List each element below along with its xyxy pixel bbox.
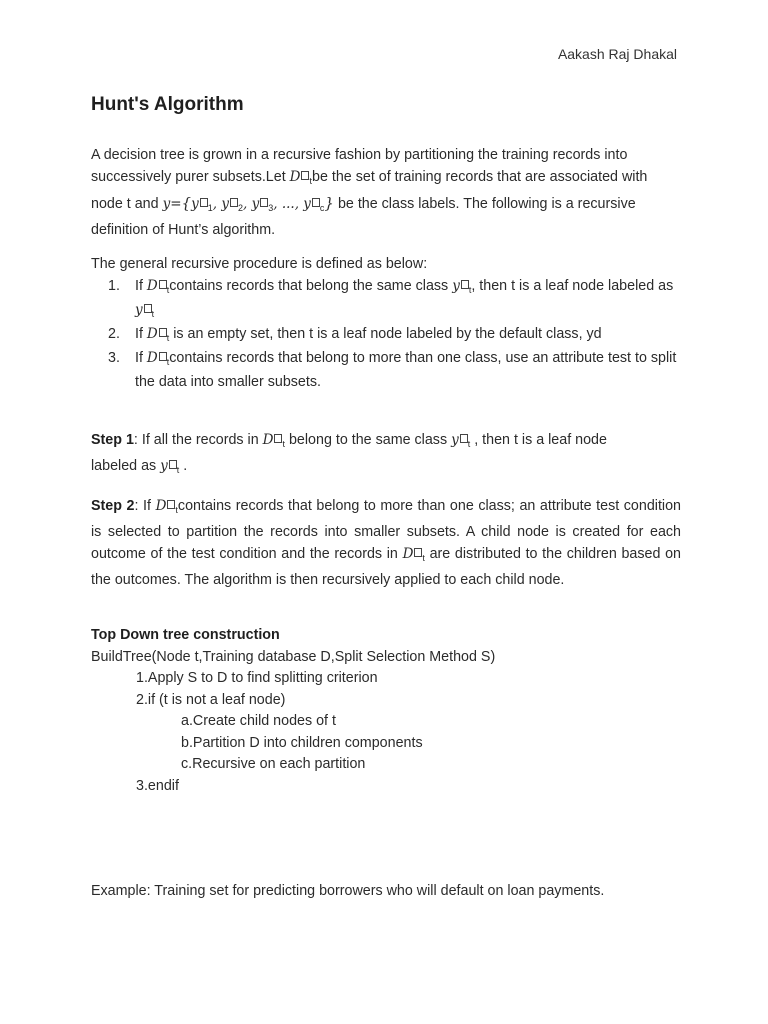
- code-line: BuildTree(Node t,Training database D,Split Selection Method S): [91, 648, 496, 665]
- pseudocode-block: [91, 625, 495, 797]
- code-line: c.Recursive on each partition: [181, 756, 366, 772]
- list-item: 2. If D $_t$ is an empty set, then t is a leaf node labeled by the default class, yd: [108, 326, 602, 343]
- step2-label: Step 2: [91, 498, 135, 514]
- step1-paragraph: Step 1: If all the records in D $_t$ belong to the same class y $_t$ , then t is a leaf node labeled as y $_t$ .: [91, 432, 607, 475]
- step1-label: Step 1: [91, 432, 134, 448]
- intro-text-3: be the class labels. The following is a recursive definition of Hunt’s algorithm.: [91, 196, 636, 238]
- list-item: 3. If D $_t$contains records that belong to more than one class, use an attribute test to split the data into smaller subsets.: [108, 350, 677, 390]
- intro-text-2: be the set of training records that are associated with node t and: [91, 169, 648, 212]
- topdown-heading: Top Down tree construction: [91, 627, 280, 643]
- code-line: 1.Apply S to D to find splitting criterion: [136, 670, 378, 686]
- example-text: Example: Training set for predicting borrowers who will default on loan payments.: [91, 883, 605, 899]
- page-title: Hunt's Algorithm: [91, 94, 244, 115]
- step2-paragraph: Step 2: If D $_t$contains records that belong to more than one class; an attribute test condition is selected to partition the records into smaller subsets. A child node is created for each outcome of the test condition and the records in D $_t$ are distributed to the children based on the outcomes. The algorithm is then recursively applied to each child node.: [91, 498, 682, 588]
- code-line: 2.if (t is not a leaf node): [136, 691, 286, 708]
- math-class-set: y={y $_1$, y $_2$, y $_3$, ..., y $_c$}: [162, 194, 334, 213]
- intro-paragraph: [91, 144, 681, 241]
- author-name: Aakash Raj Dhakal: [557, 46, 677, 62]
- list-item: 1. If D $_t$contains records that belong the same class y $_t$, then t is a leaf node labeled as y $_t$: [108, 278, 674, 319]
- math-Dt: D $_t$: [289, 169, 312, 186]
- code-line: b.Partition D into children components: [181, 734, 423, 751]
- code-line: 3.endif: [136, 777, 179, 794]
- procedure-list: [91, 276, 681, 392]
- procedure-heading: The general recursive procedure is defined as below:: [91, 256, 428, 272]
- code-line: a.Create child nodes of t: [181, 713, 336, 729]
- intro-text-1: A decision tree is grown in a recursive fashion by partitioning the training records into successively purer subsets.Let: [91, 147, 628, 185]
